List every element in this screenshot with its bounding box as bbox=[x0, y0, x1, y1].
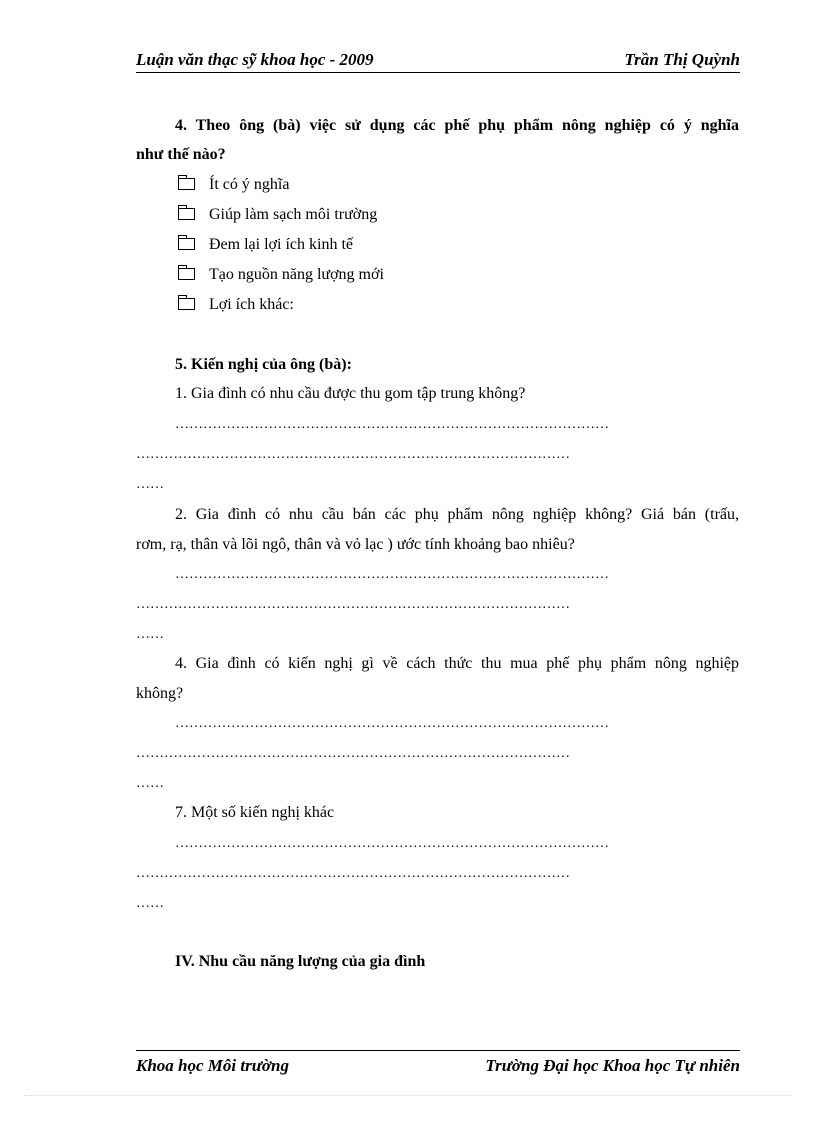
footer-university: Trường Đại học Khoa học Tự nhiên bbox=[485, 1056, 740, 1075]
answer-line[interactable]: ………………………………………………………………………………… bbox=[136, 597, 570, 612]
answer-line[interactable]: ………………………………………………………………………………… bbox=[175, 716, 609, 731]
header-author: Trần Thị Quỳnh bbox=[624, 50, 740, 69]
section-5-q4-line-2: không? bbox=[136, 685, 184, 702]
page-header bbox=[136, 50, 740, 73]
page-footer bbox=[136, 1050, 740, 1080]
answer-line[interactable]: ………………………………………………………………………………… bbox=[175, 567, 609, 582]
option-label: Lợi ích khác: bbox=[209, 296, 294, 313]
section-5-q2-line-1: 2. Gia đình có nhu cầu bán các phụ phẩm nông nghiệp không? Giá bán (trấu, bbox=[175, 506, 739, 523]
answer-line[interactable]: ………………………………………………………………………………… bbox=[175, 417, 609, 432]
header-thesis-title: Luận văn thạc sỹ khoa học - 2009 bbox=[136, 50, 374, 69]
option-item[interactable] bbox=[178, 205, 377, 225]
checkbox-icon[interactable] bbox=[178, 298, 195, 310]
option-item[interactable] bbox=[178, 265, 384, 285]
answer-line[interactable]: …… bbox=[136, 896, 164, 911]
answer-line[interactable]: ………………………………………………………………………………… bbox=[136, 447, 570, 462]
option-label: Giúp làm sạch môi trường bbox=[209, 206, 378, 223]
answer-line[interactable]: ………………………………………………………………………………… bbox=[136, 746, 570, 761]
option-label: Đem lại lợi ích kinh tế bbox=[209, 236, 353, 253]
answer-line[interactable]: …… bbox=[136, 477, 164, 492]
checkbox-icon[interactable] bbox=[178, 208, 195, 220]
footer-department: Khoa học Môi trường bbox=[136, 1056, 289, 1075]
checkbox-icon[interactable] bbox=[178, 178, 195, 190]
answer-line[interactable]: …… bbox=[136, 776, 164, 791]
answer-line[interactable]: ………………………………………………………………………………… bbox=[136, 866, 570, 881]
section-5-q1: 1. Gia đình có nhu cầu được thu gom tập trung không? bbox=[175, 385, 526, 402]
answer-line[interactable]: …… bbox=[136, 627, 164, 642]
checkbox-icon[interactable] bbox=[178, 238, 195, 250]
checkbox-icon[interactable] bbox=[178, 268, 195, 280]
option-label: Ít có ý nghĩa bbox=[209, 176, 290, 193]
question-4-line-2: như thế nào? bbox=[136, 146, 226, 163]
option-item[interactable] bbox=[178, 235, 353, 255]
section-5-title: 5. Kiến nghị của ông (bà): bbox=[175, 356, 352, 373]
page-edge-divider bbox=[24, 1095, 792, 1096]
question-4-line-1: 4. Theo ông (bà) việc sử dụng các phế phụ phẩm nông nghiệp có ý nghĩa bbox=[175, 117, 739, 134]
section-5-q7: 7. Một số kiến nghị khác bbox=[175, 804, 335, 821]
section-iv-title: IV. Nhu cầu năng lượng của gia đình bbox=[175, 953, 426, 970]
section-5-q4-line-1: 4. Gia đình có kiến nghị gì về cách thức thu mua phế phụ phẩm nông nghiệp bbox=[175, 655, 739, 672]
option-item[interactable] bbox=[178, 295, 294, 315]
option-label: Tạo nguồn năng lượng mới bbox=[209, 266, 384, 283]
option-item[interactable] bbox=[178, 175, 289, 195]
answer-line[interactable]: ………………………………………………………………………………… bbox=[175, 836, 609, 851]
section-5-q2-line-2: rơm, rạ, thân và lõi ngô, thân và vỏ lạc ) ước tính khoảng bao nhiêu? bbox=[136, 536, 575, 553]
